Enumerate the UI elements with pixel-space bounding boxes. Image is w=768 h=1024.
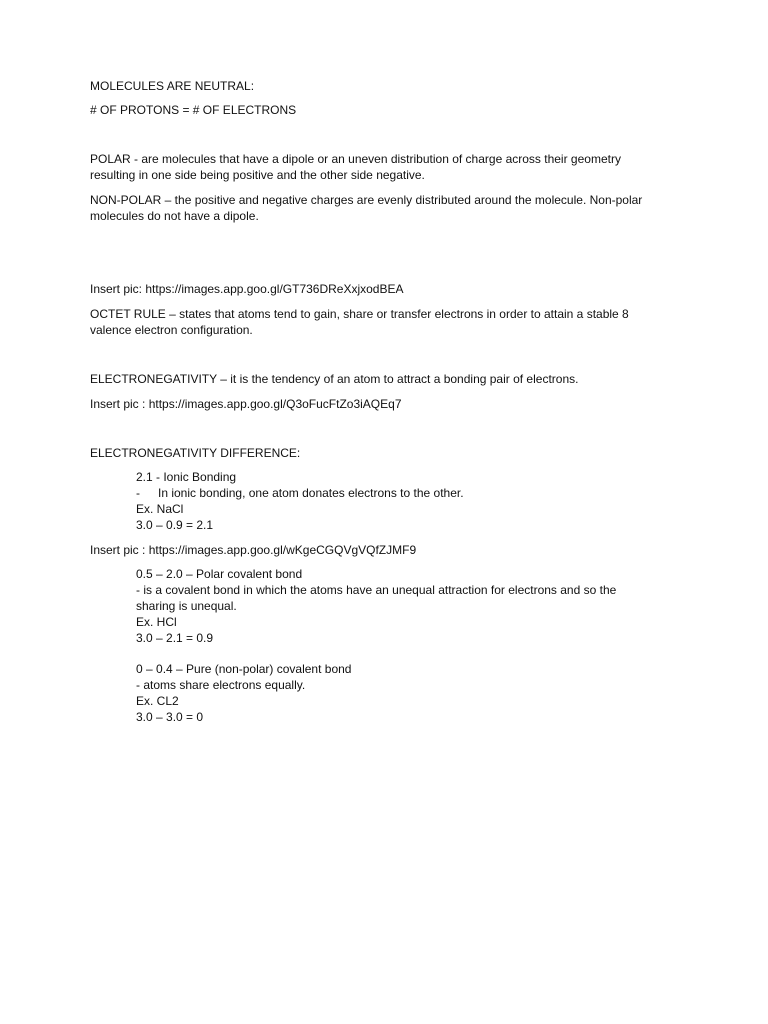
insert-pic-line-2: Insert pic : https://images.app.goo.gl/Q3oFucFtZo3iAQEq7 [90,397,402,411]
polar-covalent-example: Ex. HCl [136,615,177,629]
pure-covalent-title: 0 – 0.4 – Pure (non-polar) covalent bond [136,662,352,676]
polar-covalent-calculation: 3.0 – 2.1 = 0.9 [136,631,214,645]
ionic-bonding-description: In ionic bonding, one atom donates electrons to the other. [158,486,464,500]
polar-definition-line-2: resulting in one side being positive and the other side negative. [90,168,425,182]
polar-covalent-description-2: sharing is unequal. [136,599,237,613]
insert-pic-line-1: Insert pic: https://images.app.goo.gl/GT736DReXxjxodBEA [90,282,404,296]
electronegativity-difference-heading: ELECTRONEGATIVITY DIFFERENCE: [90,446,301,460]
polar-covalent-title: 0.5 – 2.0 – Polar covalent bond [136,567,303,581]
pure-covalent-calculation: 3.0 – 3.0 = 0 [136,710,204,724]
insert-pic-line-3: Insert pic : https://images.app.goo.gl/wKgeCGQVgVQfZJMF9 [90,543,417,557]
ionic-bonding-title: 2.1 - Ionic Bonding [136,470,237,484]
pure-covalent-example: Ex. CL2 [136,694,179,708]
pure-covalent-description: - atoms share electrons equally. [136,678,306,692]
ionic-bonding-example: Ex. NaCl [136,502,184,516]
neutral-heading: MOLECULES ARE NEUTRAL: [90,79,255,93]
polar-definition-line-1: POLAR - are molecules that have a dipole or an uneven distribution of charge across their geometry [90,152,621,166]
nonpolar-definition-line-2: molecules do not have a dipole. [90,209,259,223]
bullet-dash: - [136,486,140,500]
electronegativity-definition: ELECTRONEGATIVITY – it is the tendency of an atom to attract a bonding pair of electrons. [90,372,579,386]
ionic-bonding-calculation: 3.0 – 0.9 = 2.1 [136,518,214,532]
octet-rule-line-1: OCTET RULE – states that atoms tend to gain, share or transfer electrons in order to attain a stable 8 [90,307,629,321]
ionic-bonding-bullet [136,485,536,501]
polar-covalent-description-1: - is a covalent bond in which the atoms have an unequal attraction for electrons and so the [136,583,617,597]
protons-line: # OF PROTONS = # OF ELECTRONS [90,103,297,117]
octet-rule-line-2: valence electron configuration. [90,323,253,337]
nonpolar-definition-line-1: NON-POLAR – the positive and negative charges are evenly distributed around the molecule. Non-polar [90,193,643,207]
